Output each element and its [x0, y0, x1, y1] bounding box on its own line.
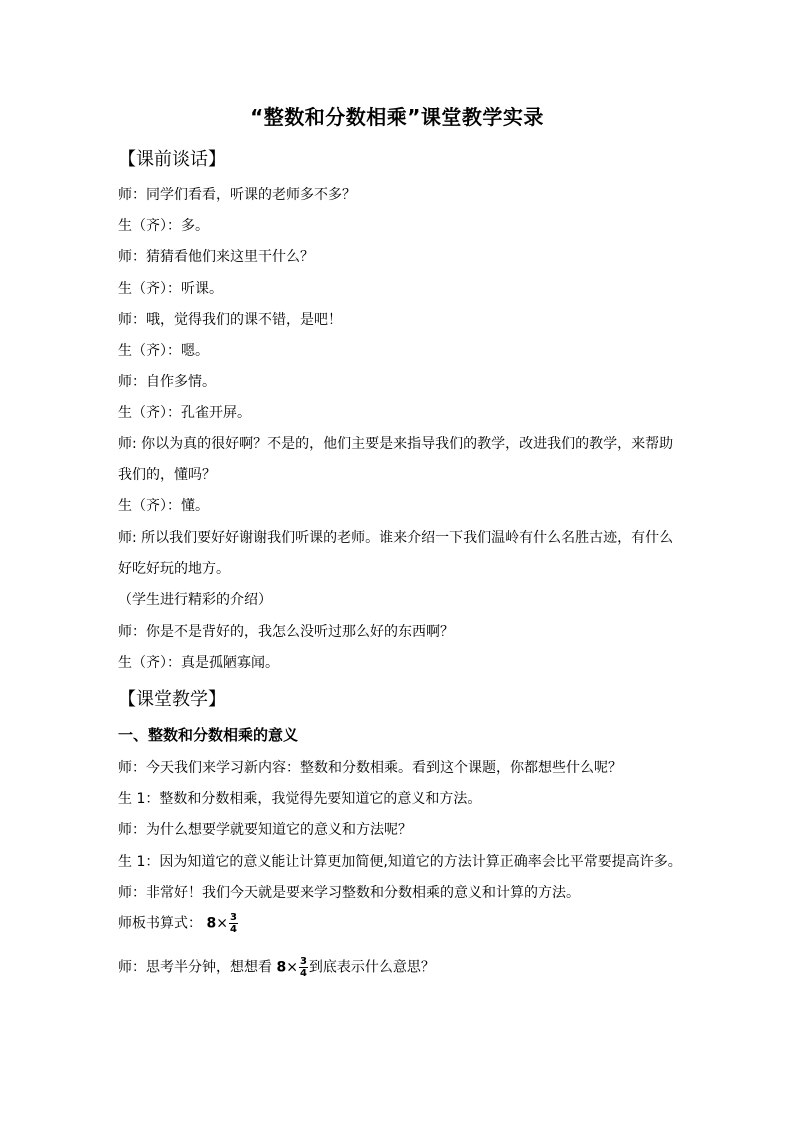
- section-heading-class-teaching: 【课堂教学】: [118, 689, 226, 710]
- subsection-heading: 一、整数和分数相乘的意义: [118, 726, 299, 744]
- times-sign: ×: [216, 915, 228, 932]
- section-heading-pre-class: 【课前谈话】: [118, 149, 226, 170]
- fraction-denominator: 4: [299, 968, 307, 979]
- dialogue-line: 师：哦，觉得我们的课不错，是吧！: [118, 312, 342, 328]
- fraction-numerator: 3: [299, 956, 307, 967]
- question-suffix: 到底表示什么意思？: [308, 959, 435, 976]
- dialogue-line: 师：今天我们来学习新内容：整数和分数相乘。看到这个课题，你都想些什么呢？: [118, 760, 622, 776]
- dialogue-line: 师: 所以我们要好好谢谢我们听课的老师。谁来介绍一下我们温岭有什么名胜古迹，有什么: [118, 530, 674, 546]
- dialogue-line: 生 1：整数和分数相乘，我觉得先要知道它的意义和方法。: [118, 791, 482, 807]
- dialogue-line: 师：非常好！我们今天就是要来学习整数和分数相乘的意义和计算的方法。: [118, 885, 580, 901]
- times-sign: ×: [286, 959, 298, 976]
- question-line: [118, 956, 698, 979]
- fraction: [229, 912, 238, 935]
- dialogue-line: 师：同学们看看，听课的老师多不多？: [118, 187, 356, 203]
- board-label: 师板书算式：: [118, 915, 202, 932]
- expression-integer: 8: [206, 915, 217, 932]
- dialogue-line: 我们的，懂吗？: [118, 467, 216, 483]
- dialogue-line: 生（齐）：孔雀开屏。: [118, 405, 251, 421]
- board-expression-line: [118, 912, 698, 935]
- dialogue-line: 生（齐）：听课。: [118, 281, 223, 297]
- dialogue-line: 师：你是不是背好的，我怎么没听过那么好的东西啊？: [118, 624, 454, 640]
- dialogue-line: 师: 你以为真的很好啊？不是的，他们主要是来指导我们的教学，改进我们的教学，来帮助: [118, 436, 674, 452]
- dialogue-line: 生（齐）：多。: [118, 218, 209, 234]
- document-title: “整数和分数相乘”课堂教学实录: [250, 105, 544, 129]
- stage-direction: （学生进行精彩的介绍）: [118, 592, 272, 608]
- dialogue-line: 生（齐）：懂。: [118, 498, 209, 514]
- dialogue-line: 生 1：因为知道它的意义能让计算更加简便,知道它的方法计算正确率会比平常要提高许多。: [118, 854, 682, 870]
- dialogue-line: 师：为什么想要学就要知道它的意义和方法呢？: [118, 822, 412, 838]
- dialogue-line: 生（齐）：嗯。: [118, 343, 209, 359]
- fraction: [299, 956, 308, 979]
- fraction-numerator: 3: [229, 912, 237, 923]
- dialogue-line: 师：自作多情。: [118, 374, 216, 390]
- dialogue-line: 生（齐）：真是孤陋寡闻。: [118, 655, 279, 671]
- dialogue-line: 师：猜猜看他们来这里干什么？: [118, 249, 314, 265]
- question-prefix: 师：思考半分钟，想想看: [118, 959, 277, 976]
- dialogue-line: 好吃好玩的地方。: [118, 561, 230, 577]
- fraction-denominator: 4: [229, 924, 237, 935]
- expression-integer: 8: [276, 959, 287, 976]
